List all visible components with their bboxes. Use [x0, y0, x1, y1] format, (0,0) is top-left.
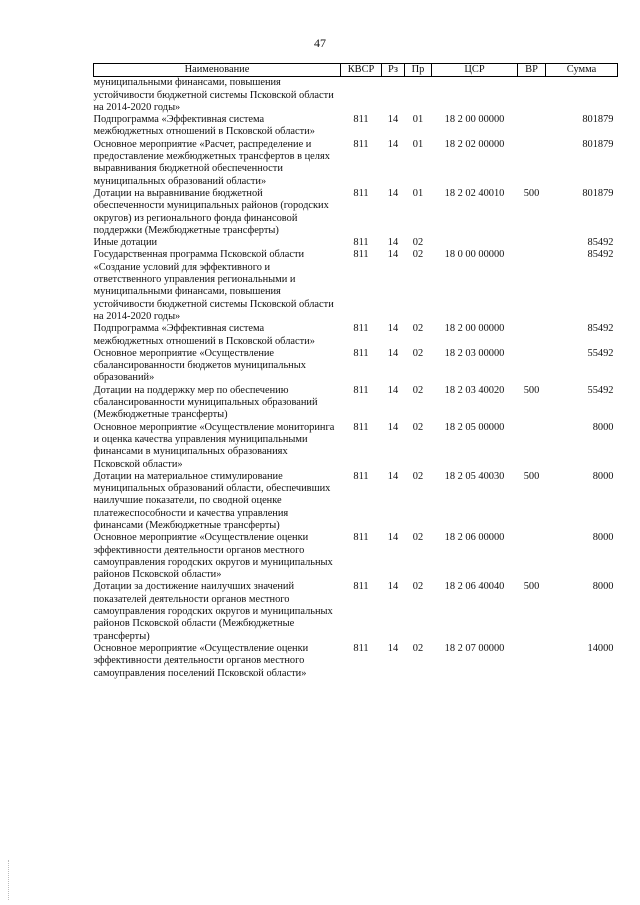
cell-kvsr — [341, 77, 382, 114]
cell-rz: 14 — [387, 323, 399, 335]
table-body — [94, 77, 618, 680]
cell-csr: 18 0 00 00000 — [444, 249, 505, 261]
cell-name: Основное мероприятие «Осуществление сбалансированности бюджетов муниципальных образований» — [93, 347, 306, 384]
cell-rz: 14 — [387, 249, 399, 261]
cell-name: Основное мероприятие «Осуществление оценки эффективности деятельности органов местного самоуправления поселений Псковской области» — [93, 642, 309, 679]
table-row — [94, 139, 618, 188]
cell-sum: 55492 — [587, 384, 614, 396]
cell-pr: 02 — [412, 384, 424, 396]
cell-vr: 500 — [523, 470, 540, 482]
cell-kvsr: 811 — [353, 249, 369, 261]
cell-name: Подпрограмма «Эффективная система межбюджетных отношений в Псковской области» — [93, 323, 315, 347]
cell-vr — [518, 323, 546, 348]
table-row — [94, 532, 618, 581]
table-row — [94, 237, 618, 249]
cell-name: Основное мероприятие «Расчет, распределение и предоставление межбюджетных трансфертов в целях выравнивания бюджетной обеспеченности муниципальных образований области» — [93, 138, 330, 187]
table-row — [94, 471, 618, 532]
cell-sum: 801879 — [582, 138, 614, 150]
cell-vr — [518, 643, 546, 680]
budget-table — [93, 63, 618, 680]
cell-sum: 801879 — [582, 114, 614, 126]
cell-csr: 18 2 05 40030 — [444, 470, 505, 482]
table-row — [94, 114, 618, 139]
cell-rz: 14 — [387, 384, 399, 396]
table-header — [94, 64, 618, 77]
table-row — [94, 422, 618, 471]
cell-pr: 02 — [412, 323, 424, 335]
cell-csr: 18 2 02 40010 — [444, 187, 505, 199]
cell-name: Основное мероприятие «Осуществление оценки эффективности деятельности органов местного самоуправления городских округов и муниципальных районов Псковской области» — [93, 532, 333, 581]
cell-vr: 500 — [523, 187, 540, 199]
cell-kvsr: 811 — [353, 187, 369, 199]
cell-name: Иные дотации — [93, 237, 158, 249]
cell-name: муниципальными финансами, повышения устойчивости бюджетной системы Псковской области на 2014-2020 годы» — [93, 77, 334, 113]
table-row — [94, 581, 618, 642]
cell-pr: 01 — [412, 138, 424, 150]
header-csr: ЦСР — [432, 64, 518, 77]
cell-name: Дотации на поддержку мер по обеспечению сбалансированности муниципальных образований (Межбюджетные трансферты) — [93, 384, 318, 421]
header-sum: Сумма — [546, 64, 618, 77]
page-number: 47 — [314, 36, 326, 50]
cell-rz: 14 — [387, 470, 399, 482]
table-row — [94, 249, 618, 323]
cell-kvsr: 811 — [353, 642, 369, 654]
cell-csr — [432, 237, 518, 249]
cell-rz: 14 — [387, 237, 399, 249]
cell-vr — [518, 348, 546, 385]
cell-csr: 18 2 06 40040 — [444, 581, 505, 593]
cell-name: Подпрограмма «Эффективная система межбюджетных отношений в Псковской области» — [93, 114, 315, 138]
margin-rule — [8, 860, 10, 900]
cell-pr: 02 — [412, 237, 424, 249]
cell-vr — [518, 139, 546, 188]
cell-csr: 18 2 00 00000 — [444, 323, 505, 335]
cell-pr: 02 — [412, 470, 424, 482]
header-vr: ВР — [518, 64, 546, 77]
cell-vr: 500 — [523, 384, 540, 396]
cell-csr: 18 2 03 40020 — [444, 384, 505, 396]
cell-pr: 02 — [412, 249, 424, 261]
cell-kvsr: 811 — [353, 347, 369, 359]
table-row — [94, 643, 618, 680]
cell-name: Дотации на выравнивание бюджетной обеспеченности муниципальных районов (городских округов) из регионального фонда финансовой поддержки (Межбюджетные трансферты) — [93, 187, 329, 236]
cell-kvsr: 811 — [353, 532, 369, 544]
cell-pr: 02 — [412, 532, 424, 544]
cell-rz: 14 — [387, 532, 399, 544]
cell-rz: 14 — [387, 581, 399, 593]
cell-vr — [518, 532, 546, 581]
cell-kvsr: 811 — [353, 581, 369, 593]
cell-kvsr: 811 — [353, 138, 369, 150]
cell-vr: 500 — [523, 581, 540, 593]
table-row — [94, 348, 618, 385]
cell-sum — [546, 77, 618, 114]
cell-vr — [518, 249, 546, 323]
cell-rz: 14 — [387, 187, 399, 199]
cell-csr: 18 2 00 00000 — [444, 114, 505, 126]
cell-rz: 14 — [387, 642, 399, 654]
table-row — [94, 77, 618, 114]
cell-kvsr: 811 — [353, 421, 369, 433]
header-rz: Рз — [382, 64, 405, 77]
cell-sum: 55492 — [587, 347, 614, 359]
cell-vr — [518, 237, 546, 249]
cell-pr: 02 — [412, 581, 424, 593]
cell-kvsr: 811 — [353, 114, 369, 126]
cell-kvsr: 811 — [353, 384, 369, 396]
cell-csr: 18 2 06 00000 — [444, 532, 505, 544]
header-name: Наименование — [94, 64, 341, 77]
cell-csr: 18 2 05 00000 — [444, 421, 505, 433]
cell-vr — [518, 77, 546, 114]
table-row — [94, 323, 618, 348]
table-row — [94, 188, 618, 237]
cell-sum: 8000 — [592, 470, 614, 482]
cell-name: Дотации на материальное стимулирование муниципальных образований области, обеспечивших наилучшие показатели, по сводной оценке платежеспособности и качества управления финансами (Межбюджетные трансферты) — [93, 470, 331, 531]
cell-name: Основное мероприятие «Осуществление мониторинга и оценка качества управления муниципальными финансами в муниципальных образованиях Псковской области» — [93, 421, 335, 470]
cell-rz: 14 — [387, 138, 399, 150]
cell-csr: 18 2 02 00000 — [444, 138, 505, 150]
cell-sum: 8000 — [592, 421, 614, 433]
table-row — [94, 385, 618, 422]
cell-rz — [382, 77, 405, 114]
cell-csr — [432, 77, 518, 114]
cell-csr: 18 2 07 00000 — [444, 642, 505, 654]
cell-vr — [518, 114, 546, 139]
cell-name: Государственная программа Псковской области «Создание условий для эффективного и ответственного управления региональными и муниципальными финансами, повышения устойчивости бюджетной системы Псковской области на 2014-2020 годы» — [93, 249, 334, 322]
cell-sum: 85492 — [587, 237, 614, 249]
cell-csr: 18 2 03 00000 — [444, 347, 505, 359]
cell-pr — [405, 77, 432, 114]
cell-sum: 8000 — [592, 532, 614, 544]
cell-sum: 14000 — [587, 642, 614, 654]
cell-rz: 14 — [387, 347, 399, 359]
cell-pr: 02 — [412, 347, 424, 359]
cell-pr: 02 — [412, 421, 424, 433]
cell-kvsr: 811 — [353, 470, 369, 482]
cell-rz: 14 — [387, 114, 399, 126]
cell-pr: 01 — [412, 114, 424, 126]
cell-sum: 801879 — [582, 187, 614, 199]
cell-sum: 85492 — [587, 323, 614, 335]
cell-kvsr: 811 — [353, 237, 369, 249]
cell-pr: 01 — [412, 187, 424, 199]
cell-kvsr: 811 — [353, 323, 369, 335]
cell-vr — [518, 422, 546, 471]
header-kvsr: КВСР — [341, 64, 382, 77]
cell-rz: 14 — [387, 421, 399, 433]
cell-sum: 8000 — [592, 581, 614, 593]
cell-pr: 02 — [412, 642, 424, 654]
cell-name: Дотации за достижение наилучших значений показателей деятельности органов местного самоуправления городских округов и муниципальных районов Псковской области (Межбюджетные трансферты) — [93, 581, 333, 642]
cell-sum: 85492 — [587, 249, 614, 261]
header-pr: Пр — [405, 64, 432, 77]
